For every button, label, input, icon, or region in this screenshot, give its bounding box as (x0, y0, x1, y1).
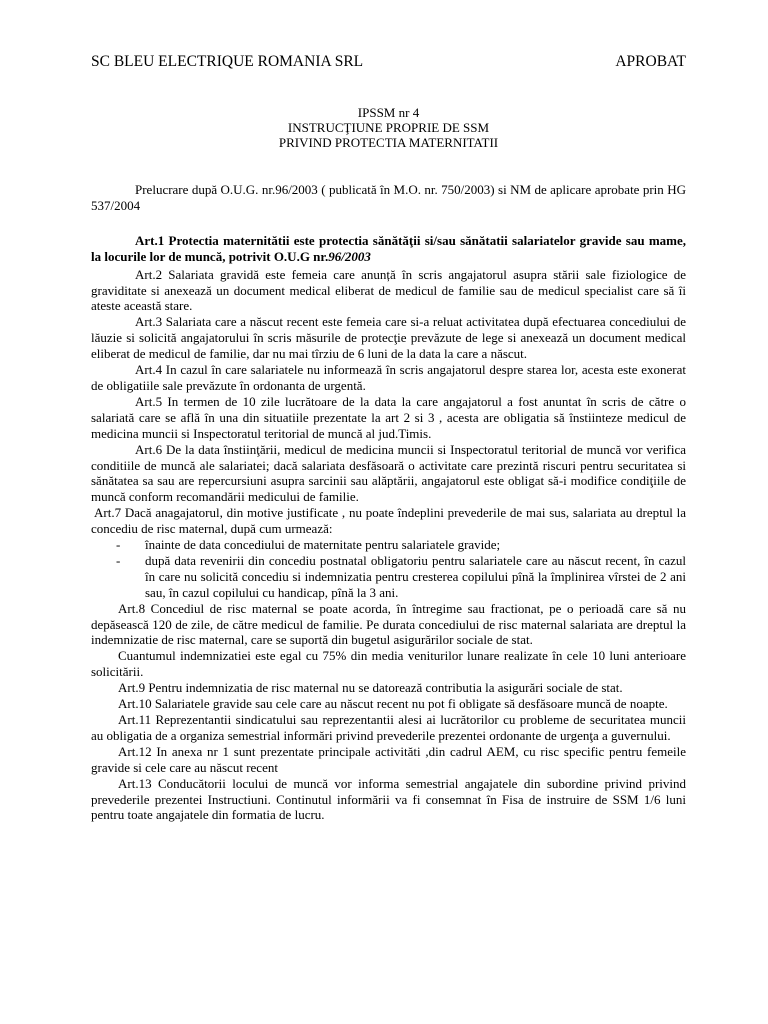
company-name: SC BLEU ELECTRIQUE ROMANIA SRL (91, 53, 364, 70)
article-8-amount: Cuantumul indemnizatiei este egal cu 75% din media veniturilor lunare realizate în cele 10 luni anterioare solicitării. (91, 648, 686, 680)
list-item (116, 537, 686, 553)
article-1-ref: 96/2003 (328, 248, 371, 264)
document-title-block (91, 105, 686, 150)
article-9: Art.9 Pentru indemnizatia de risc maternal nu se datorează contributia la asigurări sociale de stat. (118, 680, 623, 696)
article-8: Art.8 Concediul de risc maternal se poate acorda, în întregime sau fractionat, pe o perioadă care să nu depăsească 120 de zile, de către medicul de familie. Pe durata concediului de risc maternal salariata are dreptul la indemnizatie de risc maternal, care se suportă din bugetul asigurărilor sociale de stat. (91, 600, 686, 648)
document-header (91, 53, 686, 71)
article-7: Art.7 Dacă anagajatorul, din motive justificate , nu poate îndeplini prevederile de mai sus, salariata au dreptul la concediu de risc maternal, după cum urmează: (91, 505, 686, 537)
article-12: Art.12 In anexa nr 1 sunt prezentate principale activităti ,din cadrul AEM, cu risc specific pentru femeile gravide si cele care au născut recent (91, 743, 686, 775)
dash-marker: - (116, 552, 121, 568)
article-2: Art.2 Salariata gravidă este femeia care anunță în scris angajatorul asupra stării sale fiziologice de graviditate si anexează un document medical eliberat de medicul de familie sau de medicul specialist care să îi ateste această stare. (91, 266, 686, 314)
list-item-text: după data revenirii din concediu postnatal obligatoriu pentru salariatele care au născut recent, în cazul în care nu solicită concediu si indemnizatia pentru cresterea copilului pînă la împlinirea vîrstei de 2 ani sau, în cazul copilului cu handicap, pînă la 3 ani. (145, 552, 686, 600)
document-page (91, 53, 686, 823)
article-1 (91, 233, 686, 265)
article-1-text: Art.1 Protectia maternitătii este protectia sănătăţii si/sau sănătatii salariatelor gravide sau mame, la locurile lor de muncă, potrivit O.U.G nr. (91, 232, 686, 264)
intro-paragraph: Prelucrare după O.U.G. nr.96/2003 ( publicată în M.O. nr. 750/2003) si NM de aplicare aprobate prin HG 537/2004 (91, 182, 686, 213)
article-10: Art.10 Salariatele gravide sau cele care au născut recent nu pot fi obligate să desfăsoare muncă de noapte. (118, 696, 668, 712)
article-3: Art.3 Salariata care a născut recent este femeia care si-a reluat activitatea după efectuarea concediului de lăuzie si solicită angajatorului în scris măsurile de protecţie prevăzute de lege si anexează un document medical eliberat de medicul de familie, dar nu mai tîrziu de 6 luni de la data la care a născut. (91, 314, 686, 362)
article-6: Art.6 De la data înstiinţării, medicul de medicina muncii si Inspectoratul teritorial de muncă vor verifica conditiile de muncă ale salariatei; dacă salariata desfăsoară o activitate care prezintă riscuri pentru securitatea si sănătatea sa sau are repercursiuni asupra sarcinii sau alăptării, angajatorul este obligat să-i modifice condiţiile de muncă conform recomandării medicului de familie. (91, 441, 686, 505)
article-5: Art.5 In termen de 10 zile lucrătoare de la data la care angajatorul a fost anuntat în scris de către o salariată care se află în una din situatiile prezentate la art 2 si 3 , acesta are obligatia să înstiinteze medicul de medicina muncii si Inspectoratul teritorial de muncă al jud.Timis. (91, 393, 686, 441)
list-item-text: înainte de data concediului de maternitate pentru salariatele gravide; (145, 537, 501, 553)
list-item (116, 553, 686, 601)
document-title: INSTRUCŢIUNE PROPRIE DE SSM (287, 120, 490, 135)
document-subtitle: PRIVIND PROTECTIA MATERNITATII (278, 135, 499, 150)
approval-label: APROBAT (615, 53, 686, 70)
dash-marker: - (116, 537, 121, 553)
article-7-list (91, 537, 686, 601)
article-4: Art.4 In cazul în care salariatele nu informează în scris angajatorul despre starea lor, acesta este exonerat de obligatiile sale prevăzute în ordonanta de urgentă. (91, 362, 686, 393)
article-13: Art.13 Conducătorii locului de muncă vor informa semestrial angajatele din subordine privind privind prevederile prezentei Instructiuni. Continutul informării va fi consemnat în Fisa de instruire de SSM 1/6 luni pentru toate angajatele din formatia de lucru. (91, 775, 686, 823)
article-11: Art.11 Reprezentantii sindicatului sau reprezentantii alesi ai lucrătorilor cu probleme de securitatea muncii au obligatia de a organiza semestrial informări privind prevederile prezentei ordonante de urgenţa a guvernului. (91, 712, 686, 743)
document-code: IPSSM nr 4 (357, 105, 420, 120)
